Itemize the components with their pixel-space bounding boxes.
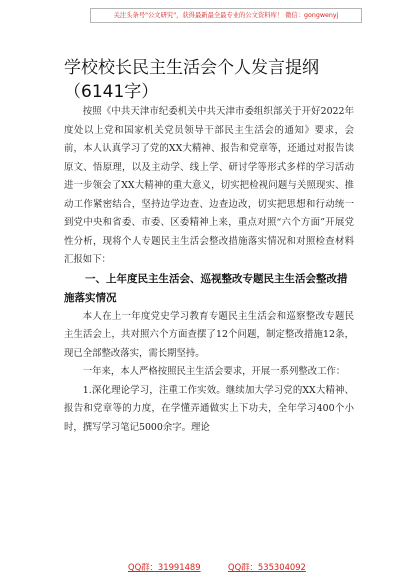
body-paragraph: 本人在上一年度党史学习教育专题民主生活会和巡察整改专题民主生活会上，共对照六个方面查摆了12个问题，制定整改措施12条，现已全部整改落实，需长期坚持。 [64,310,354,359]
qq-group-link[interactable]: QQ群：535304092 [228,562,306,572]
body-paragraph: 1.深化理论学习，注重工作实效。继续加大学习党的XX大精神、报告和党章等的力度，在学懂弄通做实上下功夫，全年学习400个小时，撰写学习笔记5000余字。理论 [64,384,354,433]
qq-group-link[interactable]: QQ群：31991489 [128,562,201,572]
header-banner: 关注头条号"公文研究"，获得最新最全最专业的公文资料库！ 微信：gongwenyj [90,8,362,23]
document-title: 学校校长民主生活会个人发言提纲（6141字） [64,58,319,102]
body-paragraph: 一年来，本人严格按照民主生活会要求，开展一系列整改工作： [82,366,346,377]
section-heading: 一、上年度民主生活会、巡视整改专题民主生活会整改措施落实情况 [64,272,348,304]
document-body [64,103,354,437]
page-footer [0,561,408,575]
intro-paragraph: 按照《中共天津市纪委机关中共天津市委组织部关于开好2022年度处以上党和国家机关党员领导干部民主生活会的通知》要求，会前，本人认真学习了党的XX大精神、报告和党章等，还通过对报告读原文、悟原理，以及主动学、线上学、研讨学等形式多样的学习活动进一步领会了XX大精神的重大意义，切实把检视问题与关照现实、推动工作紧密结合，坚持边学边查、边查边改，切实把思想和行动统一到党中央和省委、市委、区委精神上来，重点对照“六个方面”开展党性分析，现将个人专题民主生活会整改措施落实情况和对照检查材料汇报如下： [64,106,354,265]
